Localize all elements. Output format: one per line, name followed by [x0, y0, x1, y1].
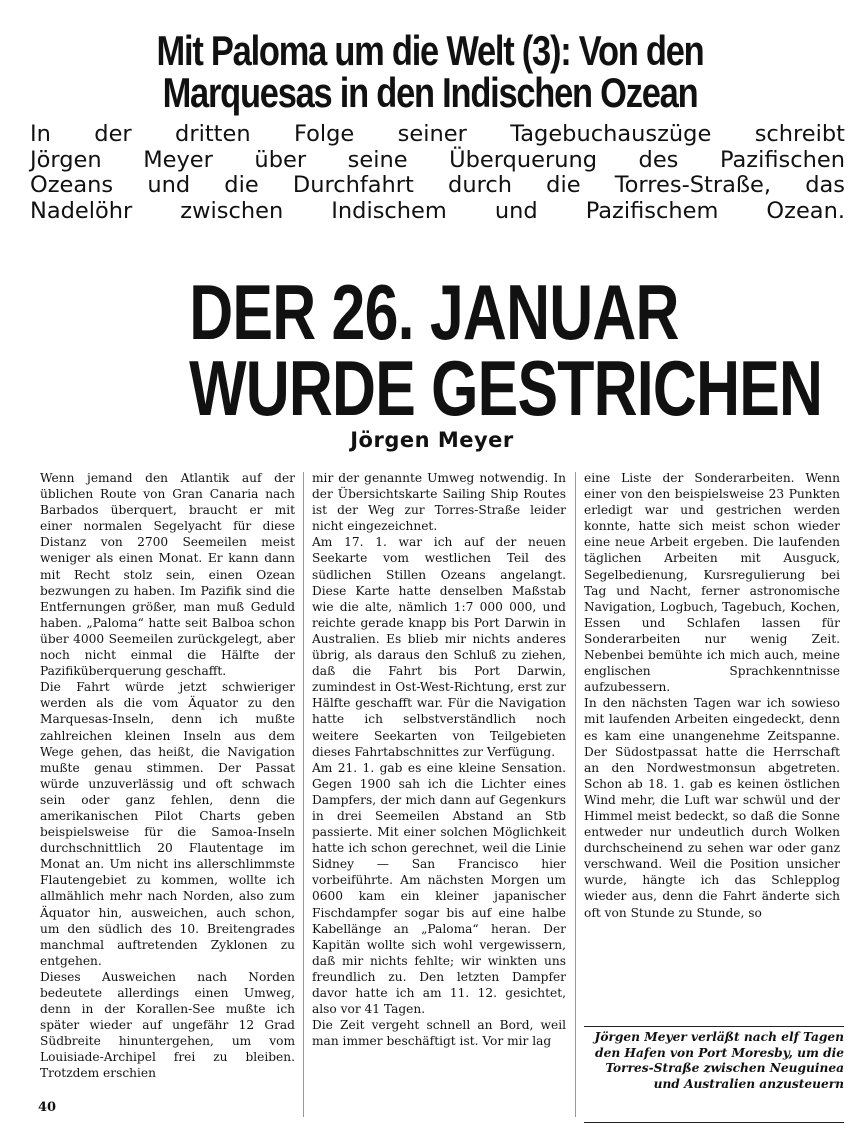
title-line-1: DER 26. JANUAR [189, 268, 679, 356]
column-divider-1 [303, 472, 304, 1117]
intro-deck [30, 122, 845, 224]
author-byline: Jörgen Meyer [350, 428, 514, 452]
page-number: 40 [38, 1100, 57, 1115]
body-column-3: eine Liste der Sonderarbeiten. Wenn einer von den beispielsweise 23 Punkten erledigt war und gestrichen werden konnte, hatte sich meist schon wieder eine neue Arbeit ergeben. Die laufenden täglichen Arbeiten mit Ausguck, Segelbedienung, Kursregulierung bei Tag und Nacht, ferner astronomische Navigation, Logbuch, Tagebuch, Kochen, Essen und Schlafen lassen für Sonderarbeiten nur wenig Zeit. Nebenbei bemühte ich mich auch, meine englischen Sprachkenntnisse aufzubessern. In den nächsten Tagen war ich sowieso mit laufenden Arbeiten eingedeckt, denn es kam eine unangenehme Zeitspanne. Der Südostpassat hatte die Herrschaft an den Nordwestmonsun abgetreten. Schon ab 18. 1. gab es keinen östlichen Wind mehr, die Luft war schwül und der Himmel meist bedeckt, so daß die Sonne entweder nur undeutlich durch Wolken durchscheinend zu sehen war oder ganz verschwand. Weil die Position unsicher wurde, hängte ich das Schlepplog wieder aus, denn die Fahrt änderte sich oft von Stunde zu Stunde, so [584, 471, 840, 920]
article-title [189, 268, 823, 432]
caption-rule [584, 1122, 844, 1123]
series-headline [127, 27, 734, 116]
intro-line-2: Jörgen Meyer über seine Überquerung des Pazifischen [30, 146, 845, 173]
body-column-2: mir der genannte Umweg notwendig. In der Übersichtskarte Sailing Ship Routes ist der Weg zur Torres-Straße leider nicht eingezeichnet. Am 17. 1. war ich auf der neuen Seekarte vom westlichen Teil des südlichen Stillen Ozeans angelangt. Diese Karte hatte denselben Maßstab wie die alte, nämlich 1:7 000 000, und reichte gerade knapp bis Port Darwin in Australien. Es blieb mir nichts anderes übrig, als daraus den Schluß zu ziehen, daß die Fahrt bis Port Darwin, zumindest in Ost-West-Richtung, erst zur Hälfte geschafft war. Für die Navigation hatte ich selbstverständlich noch weitere Seekarten von Teilgebieten dieses Fahrtabschnittes zur Verfügung. Am 21. 1. gab es eine kleine Sensation. Gegen 1900 sah ich die Lichter eines Dampfers, der mich dann auf Gegenkurs in drei Seemeilen Abstand an Stb passierte. Mit einer solchen Möglichkeit hatte ich schon gerechnet, weil die Linie Sidney — San Francisco hier vorbeiführte. Am nächsten Morgen um 0600 kam ein kleiner japanischer Fischdampfer sogar bis auf eine halbe Kabellänge an „Paloma“ heran. Der Kapitän wollte sich wohl vergewissern, daß mir nichts fehlte; wir winkten uns freundlich zu. Den letzten Dampfer davor hatte ich am 11. 12. gesichtet, also vor 41 Tagen. Die Zeit vergeht schnell an Bord, weil man immer beschäftigt ist. Vor mir lag [312, 471, 566, 1049]
title-line-2: WURDE GESTRICHEN [189, 344, 823, 432]
column-divider-2 [575, 472, 576, 1117]
headline-line-1: Mit Paloma um die Welt (3): Von den [156, 27, 704, 74]
intro-line-4: Nadelöhr zwischen Indischem und Pazifischem Ozean. [30, 197, 845, 224]
intro-line-1: In der dritten Folge seiner Tagebuchauszüge schreibt [30, 121, 845, 147]
intro-line-3: Ozeans und die Durchfahrt durch die Torres-Straße, das [30, 172, 845, 198]
headline-line-2: Marquesas in den Indischen Ozean [162, 69, 698, 116]
photo-caption: Jörgen Meyer verläßt nach elf Tagen den Hafen von Port Moresby, um die Torres-Straße zwischen Neuguinea und Australien anzusteuern [584, 1026, 844, 1092]
body-column-1: Wenn jemand den Atlantik auf der üblichen Route von Gran Canaria nach Barbados überquert, braucht er mit einer normalen Segelyacht für diese Distanz von 2700 Seemeilen meist weniger als einen Monat. Er kann dann mit Recht stolz sein, einen Ozean bezwungen zu haben. Im Pazifik sind die Entfernungen größer, man muß Geduld haben. „Paloma“ hatte seit Balboa schon über 4000 Seemeilen zurückgelegt, aber noch nicht einmal die Hälfte der Pazifiküberquerung geschafft. Die Fahrt würde jetzt schwieriger werden als die vom Äquator zu den Marquesas-Inseln, denn ich mußte zahlreichen kleinen Inseln aus dem Wege gehen, das heißt, die Navigation mußte genau stimmen. Der Passat würde unzuverlässig und oft schwach sein oder ganz fehlen, denn die amerikanischen Pilot Charts geben beispielsweise für die Samoa-Inseln durchschnittlich 20 Flautentage im Monat an. Um nicht ins allerschlimmste Flautengebiet zu kommen, wollte ich allmählich mehr nach Norden, also zum Äquator hin, ausweichen, auch schon, um den südlich des 10. Breitengrades manchmal auftretenden Zyklonen zu entgehen. Dieses Ausweichen nach Norden bedeutete allerdings einen Umweg, denn in der Korallen-See mußte ich später wieder auf ungefähr 12 Grad Südbreite hinuntergehen, um vom Louisiade-Archipel frei zu bleiben. Trotzdem erschien [40, 471, 295, 1081]
